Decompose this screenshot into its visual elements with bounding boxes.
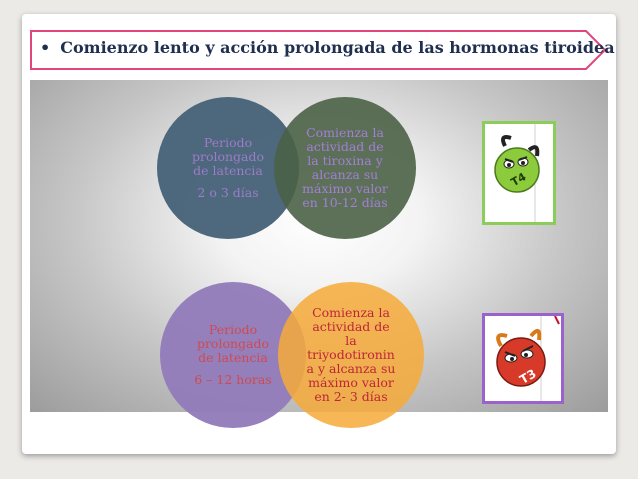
title-text: Comienzo lento y acción prolongada de las hormonas tiroidea xyxy=(60,38,615,57)
circle-text-line: a y alcanza su xyxy=(306,361,396,376)
circle-text-line: Comienza la xyxy=(312,305,390,320)
circle-text-line: prolongado xyxy=(191,149,265,164)
circle-text-line: la tiroxina y xyxy=(307,153,383,168)
latency-value: 6 – 12 horas xyxy=(194,372,272,387)
circle-text-line: Periodo xyxy=(203,135,253,150)
circle-text-line: máximo valor xyxy=(308,375,394,390)
circle-text-line: de latencia xyxy=(198,350,268,365)
circle-text-line: alcanza su xyxy=(311,167,379,182)
circle-text-line: prolongado xyxy=(196,336,270,351)
circle-text-line: triyodotironin xyxy=(307,347,395,362)
t3-character-image xyxy=(482,313,564,404)
circle-text-line: la xyxy=(345,333,357,348)
t4-character-image xyxy=(482,121,556,225)
t4-activity-circle xyxy=(274,97,416,239)
circle-text-line: actividad de xyxy=(306,139,384,154)
circle-text-line: máximo valor xyxy=(302,181,388,196)
circle-text-line: Comienza la xyxy=(306,125,384,140)
circle-text-line: en 10-12 días xyxy=(302,195,388,210)
circle-text-line: Periodo xyxy=(208,322,258,337)
t4-label: T4 xyxy=(508,170,529,190)
latency-value: 2 o 3 días xyxy=(197,185,259,200)
circle-text-line: actividad de xyxy=(312,319,390,334)
circle-text-line: de latencia xyxy=(193,163,263,178)
title-bullet: • xyxy=(40,38,51,57)
t3-activity-circle xyxy=(278,282,424,428)
t4-devil-icon xyxy=(485,124,553,222)
slide-title xyxy=(40,38,615,57)
circle-text-line: en 2- 3 días xyxy=(314,389,388,404)
t3-devil-icon xyxy=(485,316,561,401)
t3-label: T3 xyxy=(517,366,539,387)
title-banner xyxy=(30,30,615,70)
